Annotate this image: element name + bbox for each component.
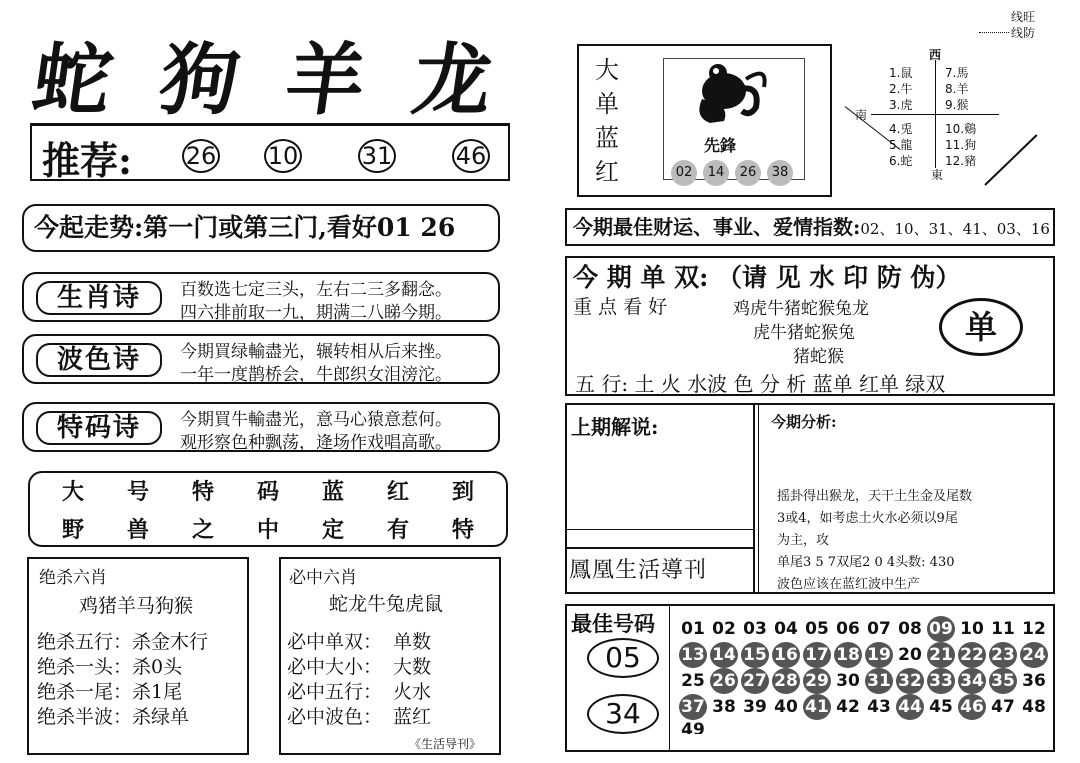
- number-ball: 34: [958, 668, 986, 694]
- number-ball: 29: [803, 668, 831, 694]
- zodiac-item: 1.鼠: [889, 66, 913, 80]
- best-pick-ball: 34: [587, 694, 659, 734]
- number-ball: 40: [774, 697, 798, 717]
- number-ball: 21: [927, 642, 955, 668]
- odd-even-panel: [565, 256, 1055, 396]
- number-ball: 45: [929, 697, 953, 717]
- number-ball: 38: [712, 697, 736, 717]
- odd-even-title: 今 期 单 双: （请 见 水 印 防 伪）: [573, 263, 961, 292]
- big-text-panel: [28, 471, 508, 547]
- direction-south: 南: [855, 108, 868, 122]
- title-char: 蛇: [27, 35, 120, 126]
- kill-item: 绝杀一头：杀0头: [37, 656, 183, 678]
- poem-line: 一年一度鹊桥会，牛郎织女泪滂沱。: [180, 365, 452, 385]
- big-char: 定: [321, 517, 344, 543]
- recommend-label: 推荐:: [42, 138, 133, 183]
- best-pick-ball: 05: [587, 638, 659, 678]
- recommend-panel: [30, 123, 510, 181]
- title-char: 狗: [153, 35, 247, 126]
- zodiac-item: 11.狗: [945, 138, 977, 152]
- trend-banner: 今起走势:第一门或第三门,看好01 26: [22, 204, 500, 252]
- wuxing-analysis: 五 行: 土 火 水波 色 分 析 蓝单 红单 绿双: [575, 372, 946, 396]
- number-ball: 30: [836, 671, 860, 691]
- big-char: 到: [451, 479, 474, 505]
- number-ball: 06: [836, 619, 860, 639]
- divider: [753, 405, 755, 592]
- number-ball: 39: [743, 697, 767, 717]
- monkey-icon: [664, 59, 804, 139]
- divider: [669, 606, 670, 750]
- analysis-label: 今期分析:: [771, 413, 837, 431]
- divider: [567, 529, 753, 530]
- pioneer-ball: 26: [735, 160, 761, 186]
- kill-six: 鸡猪羊马狗猴: [79, 595, 194, 617]
- zodiac-item: 3.虎: [889, 98, 913, 112]
- odd-badge: 单: [939, 298, 1023, 356]
- number-ball: 23: [989, 642, 1017, 668]
- legend-line: [979, 32, 1009, 33]
- big-char: 兽: [126, 517, 149, 543]
- number-ball: 33: [927, 668, 955, 694]
- kill-item: 绝杀半波：杀绿单: [37, 706, 190, 728]
- number-ball: 07: [867, 619, 891, 639]
- must-value: 大数: [393, 656, 432, 678]
- number-ball: 18: [834, 642, 862, 668]
- compass-hline: [871, 114, 999, 115]
- publication-footer: 《生活导刊》: [409, 737, 482, 751]
- poem-zodiac: [22, 272, 500, 322]
- big-char: 红: [386, 479, 409, 505]
- zodiac-item: 12.豬: [945, 154, 977, 168]
- brand-name: 鳳凰生活導刊: [569, 558, 708, 583]
- big-char: 中: [256, 517, 279, 543]
- big-char: 蓝: [321, 479, 344, 505]
- number-ball: 12: [1022, 619, 1046, 639]
- zodiac-item: 9.猴: [945, 98, 969, 112]
- number-ball: 19: [865, 642, 893, 668]
- pioneer-ball: 14: [703, 160, 729, 186]
- zodiac-item: 7.馬: [945, 66, 969, 80]
- must-key: 必中波色：: [287, 706, 383, 728]
- focus-line: 虎牛猪蛇猴兔: [753, 323, 855, 343]
- pioneer-vertical-char: 单: [595, 90, 619, 118]
- zodiac-item: 10.鷄: [945, 122, 977, 136]
- big-char: 特: [191, 479, 214, 505]
- number-ball: 46: [958, 694, 986, 720]
- number-ball: 48: [1022, 697, 1046, 717]
- poem-line: 今期買绿輸盡光，辗转相从后来挫。: [180, 342, 452, 362]
- number-ball: 14: [710, 642, 738, 668]
- number-ball: 43: [867, 697, 891, 717]
- direction-west: 西: [929, 48, 942, 62]
- big-char: 特: [451, 517, 474, 543]
- number-ball: 03: [743, 619, 767, 639]
- number-ball: 35: [989, 668, 1017, 694]
- number-ball: 27: [741, 668, 769, 694]
- focus-line: 猪蛇猴: [793, 347, 844, 367]
- number-ball: 28: [772, 668, 800, 694]
- analysis-panel: [565, 403, 1055, 594]
- poem-tag: 波色诗: [36, 343, 162, 377]
- number-ball: 31: [865, 668, 893, 694]
- focus-line: 鸡虎牛猪蛇猴兔龙: [733, 299, 869, 319]
- number-ball: 15: [741, 642, 769, 668]
- number-ball: 42: [836, 697, 860, 717]
- number-ball: 10: [960, 619, 984, 639]
- focus-label: 重 点 看 好: [573, 296, 668, 318]
- zodiac-compass: [845, 6, 1075, 196]
- analysis-line: 摇卦得出猴龙，天干土生金及尾数: [777, 489, 973, 504]
- poem-line: 观形察色种飘荡，逄场作戏唱高歌。: [180, 433, 452, 453]
- title-char: 羊: [280, 35, 374, 126]
- must-value: 蓝红: [393, 706, 432, 728]
- number-ball: 25: [681, 671, 705, 691]
- poem-wave-color: [22, 334, 500, 384]
- pioneer-ball: 38: [767, 160, 793, 186]
- poem-line: 今期買牛輸盡光，意马心猿意惹何。: [180, 410, 452, 430]
- direction-east: 東: [931, 168, 944, 182]
- number-ball: 36: [1022, 671, 1046, 691]
- pioneer-vertical-char: 大: [595, 56, 619, 84]
- number-ball: 26: [710, 668, 738, 694]
- number-ball: 11: [991, 619, 1015, 639]
- must-panel: [279, 557, 501, 755]
- analysis-line: 为主，攻: [777, 533, 830, 548]
- number-ball: 08: [898, 619, 922, 639]
- number-ball: 32: [896, 668, 924, 694]
- big-char: 号: [126, 479, 149, 505]
- legend-guard: 线防: [1011, 26, 1036, 40]
- last-period-label: 上期解说:: [571, 415, 659, 439]
- divider: [758, 405, 759, 592]
- legend-strong: 线旺: [1011, 10, 1036, 24]
- number-ball: 47: [991, 697, 1015, 717]
- big-char: 野: [61, 517, 84, 543]
- number-ball: 17: [803, 642, 831, 668]
- pioneer-vertical-char: 蓝: [595, 124, 619, 152]
- poem-tag: 生肖诗: [36, 281, 162, 315]
- fortune-index-label: 今期最佳财运、事业、爱情指数:: [573, 215, 861, 239]
- poem-line: 四六排前取一九，期满二八睇今期。: [180, 303, 452, 323]
- must-value: 单数: [393, 631, 432, 653]
- pioneer-panel: [577, 44, 832, 197]
- analysis-line: 3或4，如考虑土火水必须以9尾: [777, 511, 958, 526]
- zodiac-item: 8.羊: [945, 82, 969, 96]
- fortune-index-values: 02、10、31、41、03、16: [860, 220, 1050, 238]
- must-key: 必中单双：: [287, 631, 383, 653]
- must-key: 必中五行：: [287, 681, 383, 703]
- zodiac-item: 4.兎: [889, 122, 913, 136]
- must-six: 蛇龙牛兔虎鼠: [329, 593, 444, 615]
- must-header: 必中六肖: [289, 568, 357, 588]
- page-title: [27, 18, 500, 126]
- must-value: 火水: [393, 681, 432, 703]
- number-ball: 02: [712, 619, 736, 639]
- kill-panel: [27, 557, 249, 755]
- big-char: 之: [191, 517, 214, 543]
- kill-item: 绝杀五行：杀金木行: [37, 631, 209, 653]
- best-numbers-panel: [565, 604, 1055, 752]
- poem-line: 百数选七定三头，左右二三多翻念。: [180, 280, 452, 300]
- big-char: 有: [386, 517, 409, 543]
- kill-item: 绝杀一尾：杀1尾: [37, 681, 183, 703]
- pioneer-caption: 先鋒: [704, 136, 737, 155]
- big-char: 大: [61, 479, 84, 505]
- analysis-line: 波色应该在蓝红波中生产: [777, 577, 921, 592]
- zodiac-item: 2.牛: [889, 82, 913, 96]
- must-key: 必中大小：: [287, 656, 383, 678]
- divider: [567, 547, 753, 549]
- number-ball: 04: [774, 619, 798, 639]
- number-ball: 20: [898, 645, 922, 665]
- number-ball: 22: [958, 642, 986, 668]
- recommend-number: 26: [182, 139, 220, 173]
- poem-special-code: [22, 402, 500, 452]
- number-ball: 09: [927, 616, 955, 642]
- number-ball: 05: [805, 619, 829, 639]
- recommend-number: 46: [452, 139, 490, 173]
- number-ball: 37: [679, 694, 707, 720]
- number-ball: 16: [772, 642, 800, 668]
- number-ball: 49: [681, 720, 705, 734]
- zodiac-item: 5.龍: [889, 138, 913, 152]
- compass-diagonal: [984, 134, 1037, 185]
- analysis-line: 单尾3 5 7双尾2 0 4头数: 430: [777, 555, 955, 570]
- recommend-number: 31: [358, 139, 396, 173]
- kill-header: 绝杀六肖: [39, 568, 107, 588]
- number-ball: 41: [803, 694, 831, 720]
- fortune-index: [565, 208, 1055, 246]
- best-label: 最佳号码: [571, 611, 655, 636]
- poem-tag: 特码诗: [36, 411, 162, 445]
- big-char: 码: [256, 479, 279, 505]
- pioneer-ball: 02: [671, 160, 697, 186]
- number-ball: 44: [896, 694, 924, 720]
- recommend-number: 10: [264, 139, 302, 173]
- title-char: 龙: [407, 35, 500, 126]
- number-ball: 13: [679, 642, 707, 668]
- number-ball: 24: [1020, 642, 1048, 668]
- number-ball: 01: [681, 619, 705, 639]
- zodiac-item: 6.蛇: [889, 154, 913, 168]
- pioneer-vertical-char: 红: [595, 158, 619, 186]
